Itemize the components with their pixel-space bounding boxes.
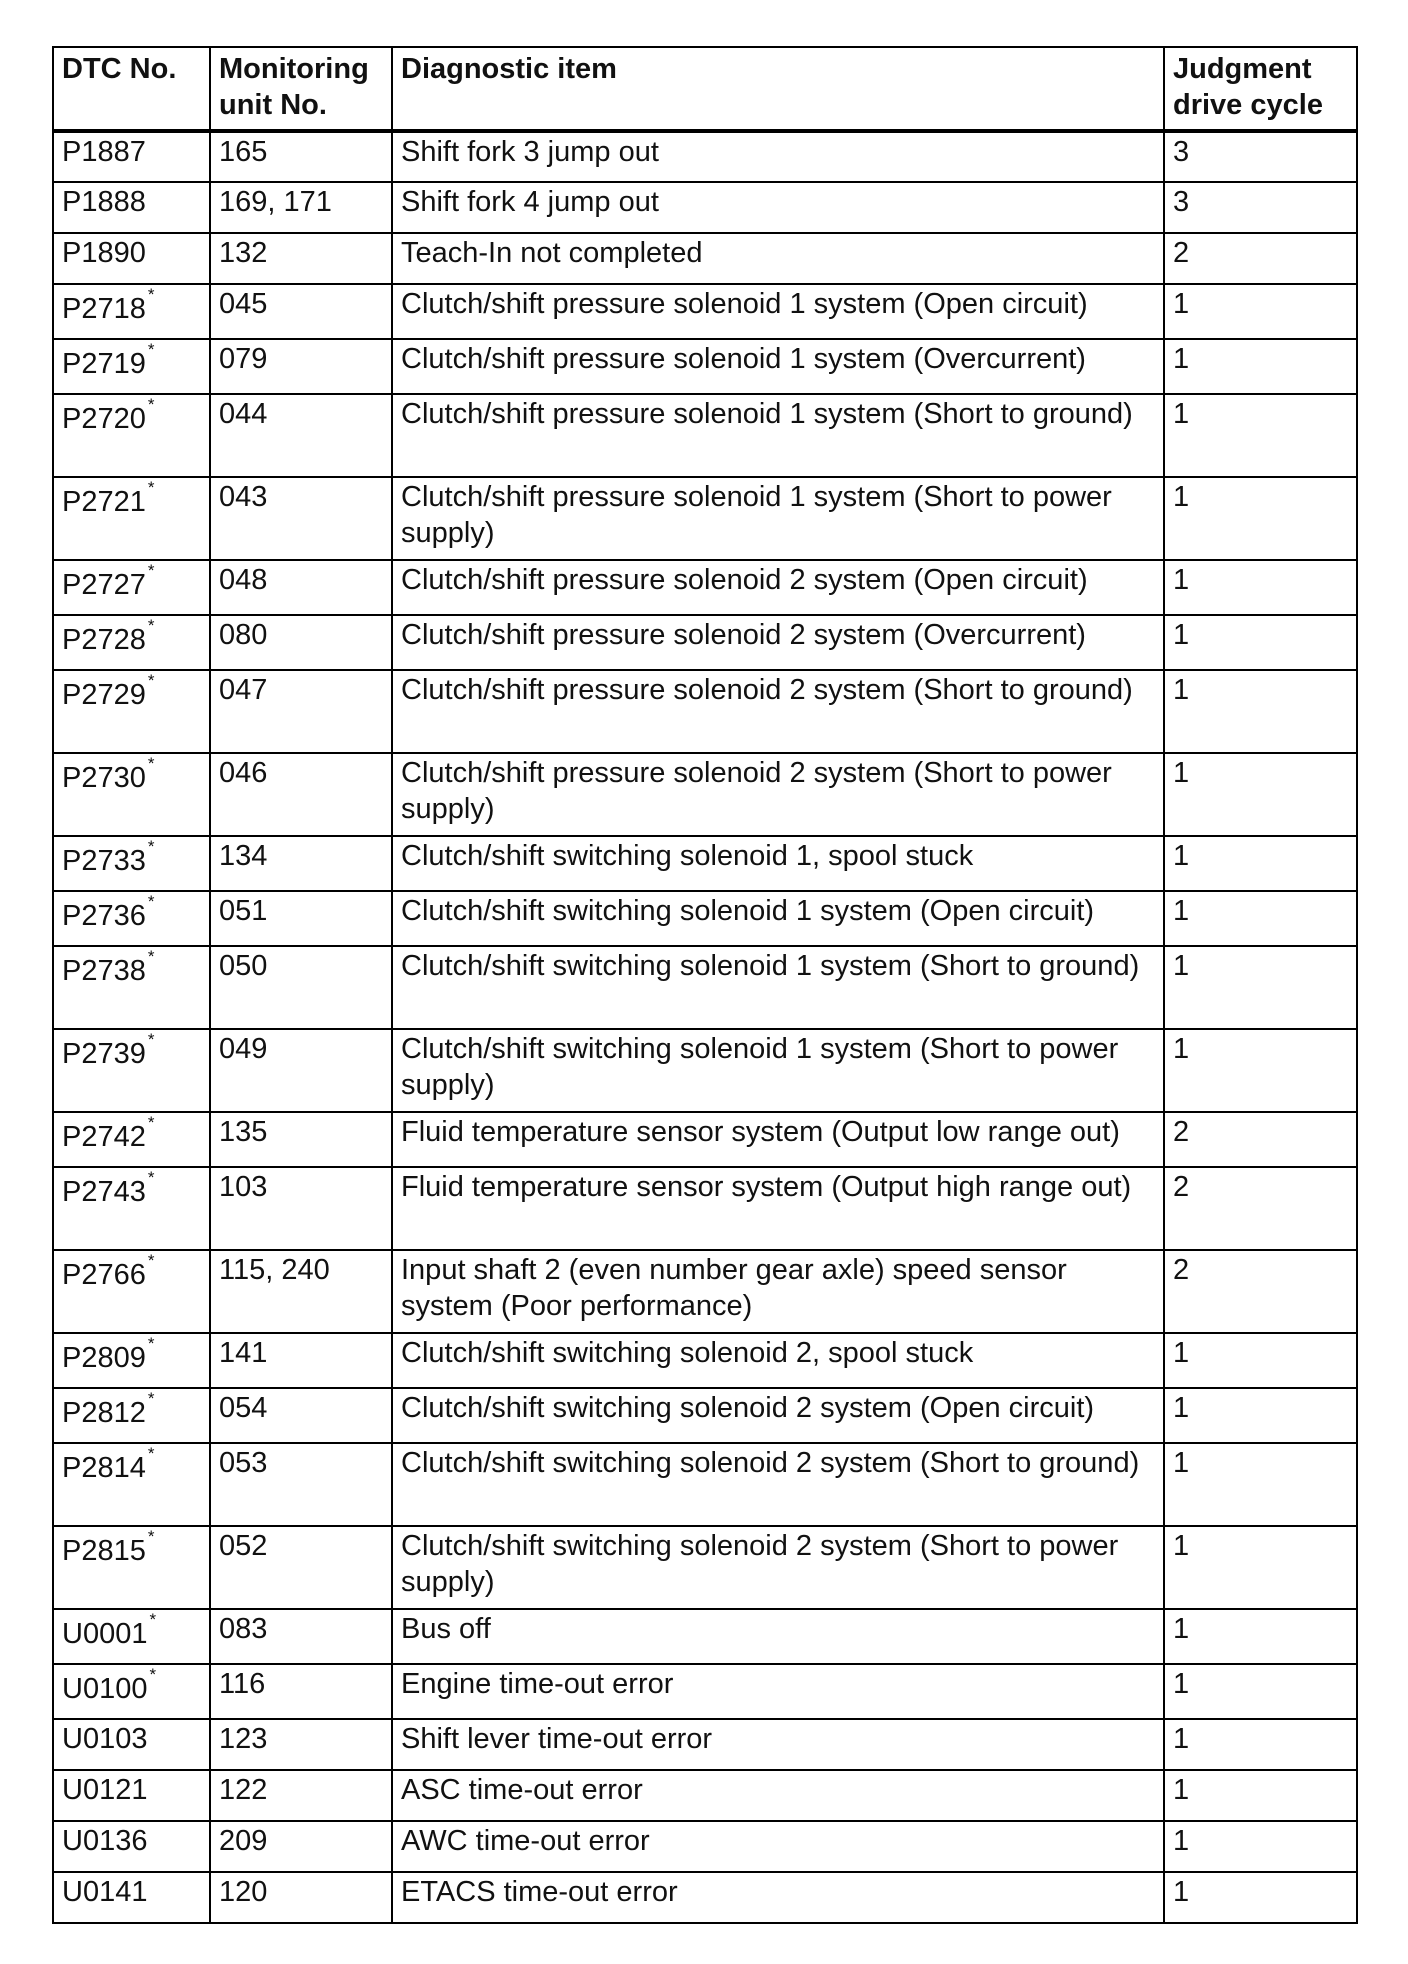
cell-dtc-no [53,1333,210,1388]
table-row [53,477,1357,560]
dtc-code: U0103 [62,1723,148,1755]
dtc-code: P1887 [62,136,146,168]
dtc-code-wrapper [62,1031,154,1072]
dtc-code: P2809 [62,1342,146,1374]
dtc-code: P1888 [62,186,146,218]
asterisk-note-mark: * [147,1527,155,1546]
cell-dtc-no [53,560,210,615]
cell-judgment-drive-cycle: 1 [1164,836,1357,891]
cell-monitoring-unit-no: 080 [210,615,392,670]
cell-dtc-no [53,1719,210,1770]
dtc-code: P2729 [62,679,146,711]
dtc-code-wrapper [62,1445,154,1486]
table-row [53,1112,1357,1167]
cell-dtc-no [53,1112,210,1167]
header-diagnostic-item: Diagnostic item [392,47,1164,131]
cell-dtc-no [53,891,210,946]
table-row [53,131,1357,182]
table-row [53,946,1357,1029]
dtc-code-wrapper [62,893,154,934]
cell-diagnostic-item: Input shaft 2 (even number gear axle) speed sensor system (Poor performance) [392,1250,1164,1333]
cell-judgment-drive-cycle: 1 [1164,1029,1357,1112]
dtc-code-wrapper [62,1252,154,1293]
table-row [53,1872,1357,1923]
cell-dtc-no [53,1388,210,1443]
dtc-code: P2730 [62,762,146,794]
cell-diagnostic-item: Clutch/shift pressure solenoid 1 system (Open circuit) [392,284,1164,339]
cell-dtc-no [53,394,210,477]
cell-diagnostic-item: Clutch/shift switching solenoid 2 system (Short to ground) [392,1443,1164,1526]
cell-judgment-drive-cycle: 3 [1164,131,1357,182]
cell-diagnostic-item: Clutch/shift switching solenoid 1 system (Short to ground) [392,946,1164,1029]
table-row [53,1609,1357,1664]
table-row [53,233,1357,284]
dtc-code-wrapper [62,1114,154,1155]
cell-diagnostic-item: Fluid temperature sensor system (Output low range out) [392,1112,1164,1167]
table-row [53,670,1357,753]
cell-dtc-no [53,131,210,182]
dtc-code: P2719 [62,348,146,380]
cell-judgment-drive-cycle: 1 [1164,946,1357,1029]
dtc-code-wrapper [62,1611,156,1652]
dtc-code-wrapper [62,1666,156,1707]
cell-monitoring-unit-no: 079 [210,339,392,394]
asterisk-note-mark: * [147,837,155,856]
dtc-code: P2814 [62,1452,146,1484]
table-row [53,1719,1357,1770]
dtc-code-wrapper [62,755,154,796]
cell-dtc-no [53,233,210,284]
asterisk-note-mark: * [147,1251,155,1270]
cell-dtc-no [53,1443,210,1526]
dtc-code: P2720 [62,403,146,435]
dtc-code: P2728 [62,624,146,656]
table-header [53,47,1357,131]
asterisk-note-mark: * [147,1334,155,1353]
dtc-code: P2743 [62,1176,146,1208]
cell-monitoring-unit-no: 209 [210,1821,392,1872]
cell-monitoring-unit-no: 135 [210,1112,392,1167]
dtc-code: P2721 [62,486,146,518]
cell-dtc-no [53,670,210,753]
cell-monitoring-unit-no: 115, 240 [210,1250,392,1333]
cell-diagnostic-item: Fluid temperature sensor system (Output high range out) [392,1167,1164,1250]
cell-judgment-drive-cycle: 1 [1164,1443,1357,1526]
cell-monitoring-unit-no: 103 [210,1167,392,1250]
cell-diagnostic-item: Clutch/shift pressure solenoid 1 system (Short to ground) [392,394,1164,477]
cell-dtc-no [53,339,210,394]
dtc-code: P2815 [62,1535,146,1567]
table-row [53,1664,1357,1719]
cell-monitoring-unit-no: 049 [210,1029,392,1112]
table-row [53,1443,1357,1526]
table-row [53,1167,1357,1250]
cell-monitoring-unit-no: 116 [210,1664,392,1719]
cell-dtc-no [53,1872,210,1923]
cell-diagnostic-item: Clutch/shift pressure solenoid 2 system (Short to ground) [392,670,1164,753]
dtc-code-wrapper [62,562,154,603]
asterisk-note-mark: * [147,1389,155,1408]
dtc-code-wrapper [62,1335,154,1376]
asterisk-note-mark: * [147,1030,155,1049]
table-row [53,891,1357,946]
dtc-code-wrapper [62,341,154,382]
cell-judgment-drive-cycle: 1 [1164,1609,1357,1664]
table-row [53,1333,1357,1388]
dtc-code: P2733 [62,845,146,877]
table-row [53,615,1357,670]
cell-dtc-no [53,753,210,836]
dtc-code: P1890 [62,237,146,269]
cell-monitoring-unit-no: 044 [210,394,392,477]
table-row [53,1821,1357,1872]
cell-dtc-no [53,1821,210,1872]
cell-dtc-no [53,836,210,891]
asterisk-note-mark: * [147,285,155,304]
cell-monitoring-unit-no: 046 [210,753,392,836]
cell-dtc-no [53,1029,210,1112]
dtc-code-wrapper [62,672,154,713]
cell-dtc-no [53,615,210,670]
dtc-code: P2718 [62,293,146,325]
dtc-code: P2738 [62,955,146,987]
header-monitoring-unit-no: Monitoring unit No. [210,47,392,131]
cell-diagnostic-item: Clutch/shift pressure solenoid 2 system (Open circuit) [392,560,1164,615]
cell-diagnostic-item: Teach-In not completed [392,233,1164,284]
header-judgment-drive-cycle: Judgment drive cycle [1164,47,1357,131]
table-row [53,1770,1357,1821]
cell-diagnostic-item: ETACS time-out error [392,1872,1164,1923]
asterisk-note-mark: * [149,1665,157,1684]
cell-monitoring-unit-no: 047 [210,670,392,753]
cell-diagnostic-item: Shift lever time-out error [392,1719,1164,1770]
cell-dtc-no [53,946,210,1029]
cell-monitoring-unit-no: 123 [210,1719,392,1770]
asterisk-note-mark: * [147,478,155,497]
asterisk-note-mark: * [147,616,155,635]
dtc-code-wrapper [62,1390,154,1431]
cell-dtc-no [53,477,210,560]
dtc-code: P2766 [62,1259,146,1291]
cell-monitoring-unit-no: 169, 171 [210,182,392,233]
cell-dtc-no [53,1167,210,1250]
dtc-code-wrapper [62,948,154,989]
header-row [53,47,1357,131]
dtc-code: P2727 [62,569,146,601]
cell-monitoring-unit-no: 120 [210,1872,392,1923]
dtc-code-wrapper [62,1528,154,1569]
cell-diagnostic-item: Clutch/shift pressure solenoid 2 system (Overcurrent) [392,615,1164,670]
header-dtc-no: DTC No. [53,47,210,131]
cell-diagnostic-item: Clutch/shift switching solenoid 1 system (Short to power supply) [392,1029,1164,1112]
table-row [53,836,1357,891]
cell-diagnostic-item: Clutch/shift pressure solenoid 2 system (Short to power supply) [392,753,1164,836]
cell-diagnostic-item: Engine time-out error [392,1664,1164,1719]
cell-monitoring-unit-no: 051 [210,891,392,946]
cell-monitoring-unit-no: 134 [210,836,392,891]
asterisk-note-mark: * [147,1444,155,1463]
dtc-code-wrapper [62,286,154,327]
cell-judgment-drive-cycle: 1 [1164,891,1357,946]
asterisk-note-mark: * [147,671,155,690]
cell-diagnostic-item: Clutch/shift switching solenoid 2, spool stuck [392,1333,1164,1388]
cell-judgment-drive-cycle: 1 [1164,1388,1357,1443]
cell-judgment-drive-cycle: 1 [1164,1872,1357,1923]
asterisk-note-mark: * [147,395,155,414]
cell-judgment-drive-cycle: 2 [1164,1250,1357,1333]
cell-diagnostic-item: Clutch/shift switching solenoid 2 system (Short to power supply) [392,1526,1164,1609]
asterisk-note-mark: * [149,1610,157,1629]
cell-monitoring-unit-no: 122 [210,1770,392,1821]
cell-monitoring-unit-no: 083 [210,1609,392,1664]
cell-judgment-drive-cycle: 2 [1164,1112,1357,1167]
dtc-code: U0001 [62,1618,148,1650]
asterisk-note-mark: * [147,340,155,359]
cell-judgment-drive-cycle: 1 [1164,670,1357,753]
cell-judgment-drive-cycle: 2 [1164,1167,1357,1250]
cell-judgment-drive-cycle: 1 [1164,1719,1357,1770]
cell-judgment-drive-cycle: 1 [1164,1526,1357,1609]
cell-judgment-drive-cycle: 1 [1164,615,1357,670]
dtc-code: P2739 [62,1038,146,1070]
table-row [53,560,1357,615]
asterisk-note-mark: * [147,561,155,580]
cell-diagnostic-item: ASC time-out error [392,1770,1164,1821]
cell-monitoring-unit-no: 053 [210,1443,392,1526]
dtc-code-wrapper [62,617,154,658]
cell-diagnostic-item: Clutch/shift switching solenoid 2 system (Open circuit) [392,1388,1164,1443]
dtc-code: U0100 [62,1673,148,1705]
cell-judgment-drive-cycle: 1 [1164,1664,1357,1719]
cell-judgment-drive-cycle: 2 [1164,233,1357,284]
cell-dtc-no [53,1526,210,1609]
cell-monitoring-unit-no: 050 [210,946,392,1029]
cell-dtc-no [53,182,210,233]
cell-monitoring-unit-no: 054 [210,1388,392,1443]
table-row [53,1029,1357,1112]
cell-judgment-drive-cycle: 1 [1164,1770,1357,1821]
cell-judgment-drive-cycle: 1 [1164,284,1357,339]
cell-monitoring-unit-no: 052 [210,1526,392,1609]
asterisk-note-mark: * [147,947,155,966]
dtc-code: P2812 [62,1397,146,1429]
cell-judgment-drive-cycle: 1 [1164,394,1357,477]
table-row [53,1526,1357,1609]
dtc-code-wrapper [62,396,154,437]
table-body [53,131,1357,1923]
dtc-code-wrapper [62,1169,154,1210]
cell-diagnostic-item: Clutch/shift switching solenoid 1, spool stuck [392,836,1164,891]
cell-judgment-drive-cycle: 1 [1164,477,1357,560]
cell-monitoring-unit-no: 048 [210,560,392,615]
dtc-code: U0141 [62,1876,148,1908]
dtc-code: P2742 [62,1121,146,1153]
cell-diagnostic-item: Shift fork 4 jump out [392,182,1164,233]
asterisk-note-mark: * [147,1168,155,1187]
asterisk-note-mark: * [147,892,155,911]
dtc-code: P2736 [62,900,146,932]
cell-judgment-drive-cycle: 1 [1164,1333,1357,1388]
table-row [53,284,1357,339]
cell-monitoring-unit-no: 165 [210,131,392,182]
cell-dtc-no [53,284,210,339]
dtc-code-wrapper [62,479,154,520]
cell-diagnostic-item: Clutch/shift switching solenoid 1 system (Open circuit) [392,891,1164,946]
table-row [53,182,1357,233]
dtc-table [52,46,1358,1924]
cell-judgment-drive-cycle: 1 [1164,560,1357,615]
cell-diagnostic-item: AWC time-out error [392,1821,1164,1872]
cell-monitoring-unit-no: 045 [210,284,392,339]
cell-dtc-no [53,1664,210,1719]
asterisk-note-mark: * [147,754,155,773]
cell-judgment-drive-cycle: 1 [1164,753,1357,836]
dtc-code: U0121 [62,1774,148,1806]
cell-monitoring-unit-no: 043 [210,477,392,560]
cell-dtc-no [53,1250,210,1333]
asterisk-note-mark: * [147,1113,155,1132]
cell-diagnostic-item: Bus off [392,1609,1164,1664]
cell-diagnostic-item: Clutch/shift pressure solenoid 1 system (Short to power supply) [392,477,1164,560]
cell-dtc-no [53,1770,210,1821]
cell-dtc-no [53,1609,210,1664]
cell-judgment-drive-cycle: 3 [1164,182,1357,233]
cell-judgment-drive-cycle: 1 [1164,339,1357,394]
dtc-code-wrapper [62,838,154,879]
table-row [53,394,1357,477]
cell-diagnostic-item: Clutch/shift pressure solenoid 1 system (Overcurrent) [392,339,1164,394]
dtc-code: U0136 [62,1825,148,1857]
table-row [53,1250,1357,1333]
table-row [53,1388,1357,1443]
cell-monitoring-unit-no: 132 [210,233,392,284]
table-row [53,339,1357,394]
cell-diagnostic-item: Shift fork 3 jump out [392,131,1164,182]
cell-monitoring-unit-no: 141 [210,1333,392,1388]
table-row [53,753,1357,836]
cell-judgment-drive-cycle: 1 [1164,1821,1357,1872]
